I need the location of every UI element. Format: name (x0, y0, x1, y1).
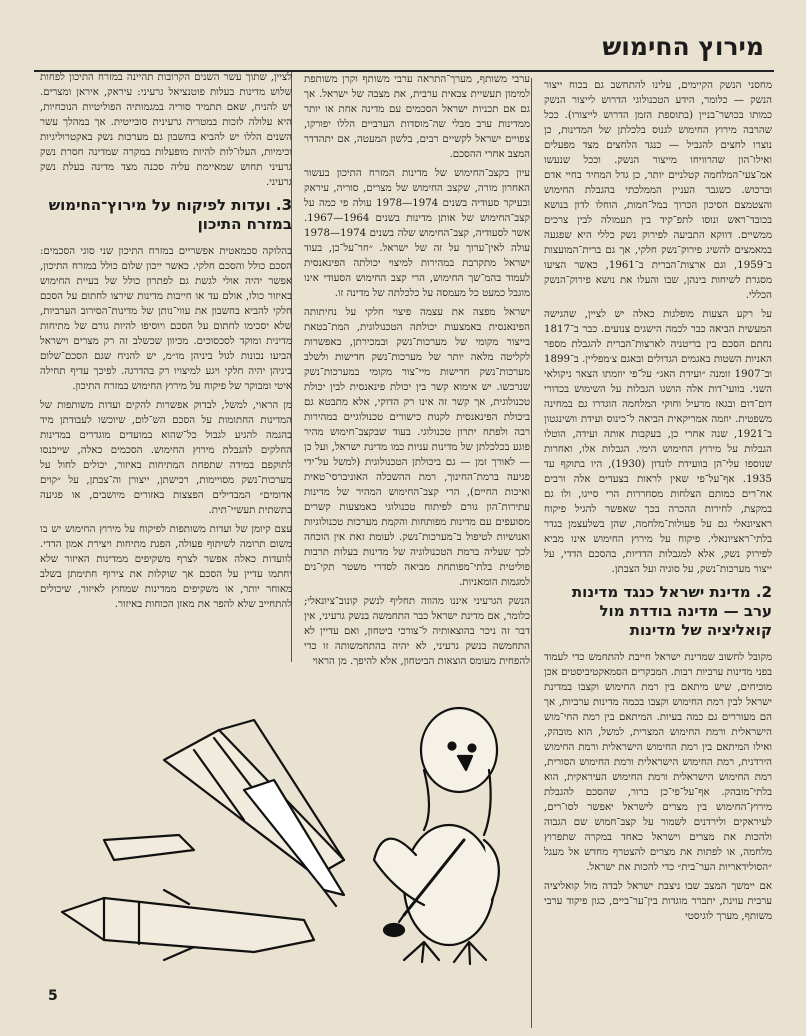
column-left (40, 70, 292, 650)
section-title: מירוץ החימוש (602, 32, 764, 61)
section-heading-2: 2. מדינת ישראל כנגד מדינות ערב — מדינה בודדת מול קואליציה של מדינות (571, 583, 772, 639)
paragraph: בהלוקה סכמאטית אפשריים במזרח התיכון שני סוגי הסכמים: הסכם כולל והסכם חלקי. כאשר ייכון שלום כולל במזרח התיכון, אפשר יהיה אולי לגשת גם לפתרון כולל של בעיית החימוש באיזור כולו, אולם עד או חייבות מדינות שירצו לחתום על הסכם חלקי להביא בחשבון את עווי־נותן של מדינות־הסירוב הערביות, שלא יסכימו לחתום על הסכם ויוסיפו להיות גורם של מתיחות מדינית ומוקד לסכסוכים. מכיוון שכשלב זה רק מצרים וישראל הביעו נכונות לגול ביניהן מו״מ, יש להניח שגם הסכם־שלום ביניהן יהיה חלקי ויגע למיצויו רק בהדרגה. לפיכך עדיף תחילה איטי ומבוקר של פיקוח על מירוץ החימוש במזרח התיכון. (40, 246, 292, 392)
paragraph: הנשק הגרעיני איננו מהווה תחליף לנשק קונוב־ציונאלי; כלומר, אם מדינת ישראל כבר התחמשה בנשק גרעיני, אין דבר זה ניכר בהוצאותיה ל־צורכי ביטחון, ואם עדיין לא התחמשה בנשק גרעיני, לא יהיה בהתחמשותה זו כדי להפחית מעומס הוצאות הביטחון, אלא להיפך. מן הראוי (304, 596, 530, 667)
paragraph: עיון בקצב־החימוש של מדינות המזרח התיכון בעשור האחרון מורה, שקצב החימוש של מצרים, סוריה, עיראק ובעיקר סעודיה בשנים 1974—1978 עולה פי כמה על קצב־החימוש של אותן מדינות בשנים 1964—1967. אשר לסעודיה, קצב־החימוש שלה בשנים 1974—1978 עולה לאין־ערוך על זה של ישראל. ״חר־על־כן, בעוד ישראל מתקרבת במהירות למיצוי יכולתה הפינאנסית לעמוד בהמ־שך החימוש, הרי קצב החימוש הסעודי אינו מוגבל כמעט כל מעמסה על כלכלתה של מדינה זו. (304, 168, 530, 299)
paragraph: עצם קיומן של ועדות משותפות לפיקוח על מירוץ החימוש יש בו משום תרומה לשיתוף פעולה, הפגת מתיחות ויצירת אמון הדדי. לוועדות כאלה אפשר לצרף משקיפים ממדינות האיזור שלא יחתמו עדיין על הסכם אך שוקלות את צירוף חתימתן בשלב מאוחר יותר, או משקיפים ממדינות שמחוץ לאיזור, שיכולים להתחייב שלא להפר את מאזן הכוחות באיזור. (40, 524, 292, 610)
paragraph: ערבי משותף, מערך־התראה ערבי משותף וקרן משותפת למימון תעשיית צבאית ערבית, את מצבה של ישראל. אך גם אם תכניות ישראל הסכמים עם מדינה אחת או יותר ממדינות ערב מבלי שה־מוסדות הערביים הללו יפורקו, צפויים ישראל לקשיים רבים, בלשון המעטה, אם יתהדדר המצב אחרי ההסכם. (304, 74, 530, 160)
page-header (34, 24, 774, 72)
paragraph: מן הראוי, למשל, לבדוק אפשרות להקים ועדות משותפות של המדינות החתומות על הסכם הש־לום, שיוכשו לעבודתן מיד בהגמה להגיע לגבול כל־שהוא במועדים מוגדרים במדינות החלקים להגבלת מירוץ החימוש. הסכמים כאלה, שייכנסו לתוקפם במידה שתפחת המתיחות באיזור, יכולים לחול על מערכות־נשק מסויימות, רכישתן, ייצורן וה־צבתן, על ״קוים אדומים״ המבדילים הפצצות באזורים מיושבים, או פגיעה בתשתית תעשיי־תית. (40, 400, 292, 516)
section-heading-3: 3. ועדות לפיקוח על מירוץ־החימוש במזרח התיכון (48, 196, 292, 233)
paragraph: על רקע הצעות מופלגות כאלה יש לציין, שהגישה המעשית הביאה כבר לכמה הישגים צנועים. כבר ב־1817 נחתם הסכם בין בריטניה לארצות־הברית להגבלת מספר האניות השטות באגמים הגדולים ובאגם צ׳מפליין. ב־1899 וב־1907 זומנה ״ועידת האג״ על־פי יוזמתו הצאר ניקולאי השני. בוועי־דות אלה הושגו הגבלות על השימוש בכדורי דום־דום ובגאז מרעיל וחוקי המלחמה הוגדרו גם במחינה משפטית. יוזמה אמריקאית הביאה ל־כינוס ועידת וושינגטון ב־1921, שנה אחרי כן, בעקבות אותה ועידה, הוטלו הגבלות על מירוץ החימוש הימי. הגבלות אלו, ואחרות שנוספו עלי־הן בוועידת לונדון (1930), היו בתוקף עד 1935. אף־על־פי שאין לראות בצעדים אלה ורבים אח־רים כמותם הצלחות מסחררות הרי סייגו, ולו גם במקצת, לחירות ההכרה בכך שאפשר להגיל פיקוח ראציונאלי גם על פעולות־מלחמה, שהן בשלעצמן בגדר בלתי־ראציונאלי. פיקוח על מירוץ החימוש אינו מביא לפירוק נשק, אלא למגבלות הדדיות, בהסכם הדדי, על ייצור מערכות־נשק, על סוגיה ועל הצבתן. (544, 309, 772, 575)
paragraph: מחסני הנשק הקיימים, עלינו להתחשב גם בכוח ייצור הנשק — כלומר, הידע הטכנולוגי הדרוש לייצור הנשק כמותו בכושר־בניין (בתוספת הזמן הדרוש לייצורו). ככל שהרבה מירוץ החימוש לגנוס בלכלתן של המדינות, כן נוצרו לחצים להגביל — כנגד הלחצים מצד מפעלים ואילו־הון שהרוויחו מייצור הנשק. וככל שנעשו אמ־צעי־המלחמה קטלניים יותר, כן גדל המחיר בחיי אדם וברכוש. כשגבר העניין הממלכתי בהגבלת החימוש והצטמצם הסיכון הכרוך במל־חמות, הוחלו לדון בנושא בכובד־ראש ונוסו לתפ־קיד בין תעמולה לבין צרכים ממשיים. דווקא התביעה לפירוק נשק כללי היא שפגעה במאמצים להשיג פירוק־נשק חלקי, אך גם ברית־המועצות ב־1959, וגם ארצות־הברית ב־1961, כאשר הציעו מסגרת לשיחות בינהן, שבו והעלו את נושא פירוק־הנשק הכללי. (544, 80, 772, 301)
column-middle (304, 72, 530, 718)
page-number: 5 (48, 988, 58, 1004)
cartoon-illustration (44, 690, 514, 970)
column-divider (531, 78, 532, 1028)
paragraph: לציין, שתוך עשר השנים הקרובות תהיינה במזרח התיכון לפחות שלוש מדינות בעלות פוטנציאל גרעיני: עיראק, איראן ומצרים. יש להניח, שאם תתמיד סוריה במגמותיה הפוליטיות הנוכחיות, היא עלולה לזכות במטריה גרעינית סובייטית. אך במהלך עשר השנים הללו יש להביא בחשבון גם מערכות נשק באקטרוליגיות וכימיות, העלו־לות להיות מופעלות במקרה שמדינה חסרת נשק גרעיני תחוש שמאיימת עליה סכנה מצד מדינה בעלת נשק גרעיני. (40, 72, 292, 188)
column-right (544, 78, 772, 1036)
paragraph: מקובל לחשוב שמדינת ישראל חייבת להתחמש כדי לעמוד בפני מדינות ערביות רבות. המבקרים הסמאקטיביסטים אכן מוכיחים, שיש מיתאם בין רמת החימוש וקצבו במדינת ישראל לבין רמת החימוש וקצבו בכמה מדינות ערביות, אך הם מעוררים גם כמה בעיות. המיתאם בין רמת החי־מוש הישראלית ורמת החימוש המצרית, למשל, הוא מובהק, ואילו המיתאם בין רמת החימוש הישראלית ורמת החימוש הירדנית, רמת החימוש הישראלית ורמת החימוש הסורית, רמת החימוש הישראלית ורמת החימוש העיראקית, הוא בלתי־מובהק. אף־על־פי־כן ברור, שהסכם להגבלת מירוץ־החימוש בין מצרים לישראל יאפשר לסו־רים, לעיראקים ולירדנים לשמור על קצב־חמוש שם הגבוה ולהכות את מצרים וישראל כאחד במקרה שתפרוץ מלחמה, או לפתות את מצרים להצטרף מחדש אל מעגל ״הסולידאריות הער־בית״ כדי להכות את ישראל. (544, 652, 772, 873)
paragraph: ישראל מפצה את עצמה פיצוי חלקי על נחיתותה הפינאנסית באמצעות יכולתה הטכנולוגית, המת־בטאת בייצור מקומי של מערכות־נשק ובמכירתן, באפשרות לקליטה מלאה יותר של מערכות־נשק חדישות ולשלב מערכות־נשק חדישות מיי־צור מקומי במערכות־נשק שנרכשו. יש אימוא קשר בין יכולת פינאנסית לבין יכולת טכנולוגית, אך קשר זה אינו רק הדוקי, אלא מתבטא גם ביכולת הפינאנסית לקנות כישורים טכנולוגיים במהירות רבה ולפתח יתרון טכנולוגי. בעוד שבקצב־חימוש מהיר פוגע בכלכלתן של מדינות עניות כמו מדינת ישראל, ועל כן — לאורך זמן — גם ביכולתן הטכנולוגית (למשל על־ידי פגיעה ברמת־החינוך, רמת ההשכלה האוניברסי־טאית ואיכות החיים), הרי קצב־החימוש המהיר של מדינות עתירות־הון גורם לפיתוח טכנולוגי באמצעות קשרים מסועפים עם מדינות מפותחות והקמת מערכות טכנולוגיות ואנושיות לטיפול ב־מערכות־נשק. לעומת זאת אין הוכחה לכך שעליה ברמת הטכנולוגיה של מדינות בעלות תרבות פוליטית בלתי־מפותחת מביאה לסדרי משטר תקי־נים למגמות הומאניות. (304, 307, 530, 588)
paragraph: אם יימשך המצב שבו ניצבת ישראל לבדה מול קואליציה ערבית עוינת, יתברר מוגדות בין־ער־ביים, כגון פיקוד ערבי משותף, מערך לוגיסטי (544, 881, 772, 922)
